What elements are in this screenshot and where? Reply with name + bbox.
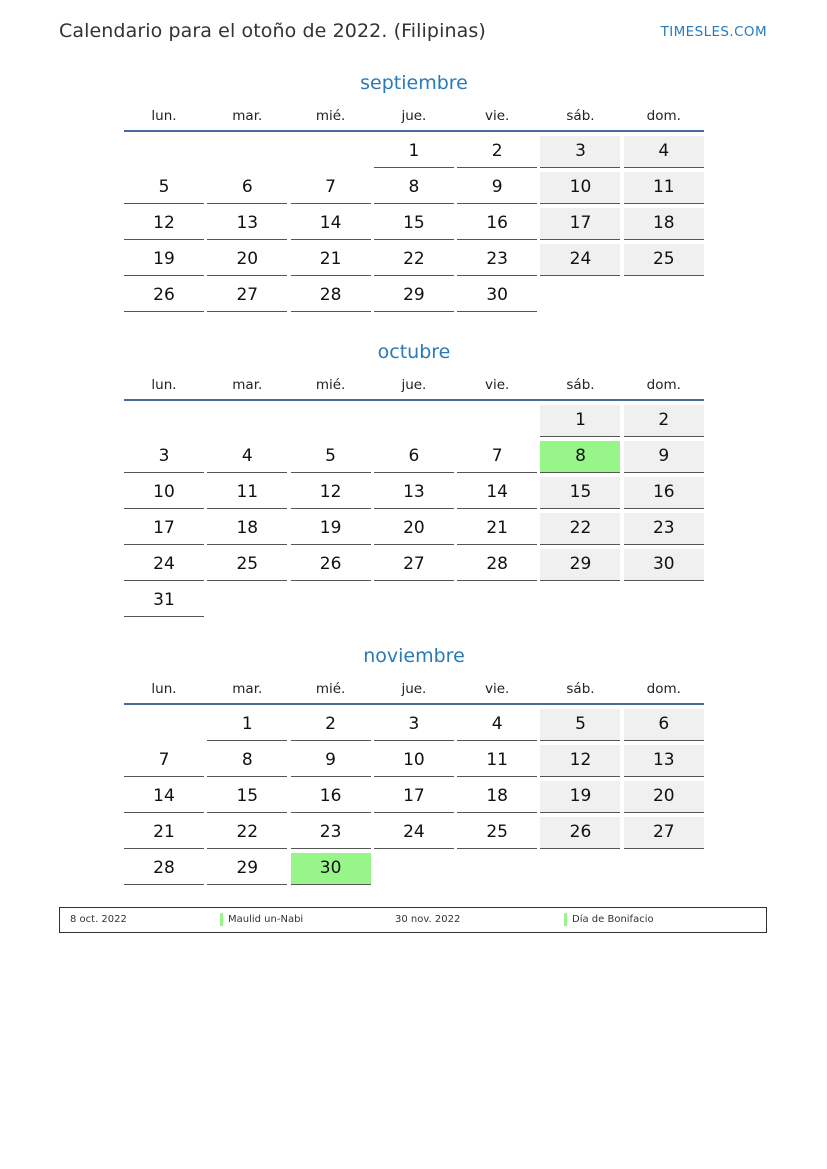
day-cell: 17 [374,781,454,813]
day-cell: 5 [540,709,620,741]
day-cell: 8 [207,745,287,777]
day-cell: 4 [207,441,287,473]
day-cell: 7 [124,745,204,777]
weekday-label: lun. [151,377,177,393]
day-cell: 24 [374,817,454,849]
day-cell: 26 [124,280,204,312]
day-cell: 16 [291,781,371,813]
day-cell: 10 [374,745,454,777]
weekday-label: mié. [315,108,346,124]
day-cell: 6 [624,709,704,741]
day-cell: 3 [124,441,204,473]
empty-cell [124,405,204,436]
day-cell: 6 [207,172,287,204]
day-cell: 16 [624,477,704,509]
day-cell: 13 [374,477,454,509]
day-cell: 16 [457,208,537,240]
weekday-header [124,375,704,401]
empty-cell [207,136,287,167]
day-cell: 8 [374,172,454,204]
empty-cell [124,709,204,740]
day-cell: 22 [540,513,620,545]
empty-cell [291,405,371,436]
empty-cell [291,136,371,167]
day-cell: 2 [624,405,704,437]
day-cell: 18 [207,513,287,545]
weekday-label: mié. [315,377,346,393]
day-cell: 25 [207,549,287,581]
day-cell: 13 [207,208,287,240]
month-calendar [124,339,704,621]
day-cell: 23 [291,817,371,849]
day-cell: 24 [124,549,204,581]
day-cell: 29 [207,853,287,885]
weekday-label: mar. [232,681,263,697]
day-cell: 15 [207,781,287,813]
holiday-day-cell: 8 [540,441,620,473]
day-cell: 9 [457,172,537,204]
day-cell: 9 [624,441,704,473]
day-cell: 22 [374,244,454,276]
weekday-header [124,106,704,132]
day-cell: 9 [291,745,371,777]
weekday-label: lun. [151,681,177,697]
day-cell: 28 [291,280,371,312]
day-cell: 20 [374,513,454,545]
day-cell: 28 [457,549,537,581]
day-cell: 3 [374,709,454,741]
day-grid [124,136,704,316]
weekday-label: jue. [401,108,427,124]
day-cell: 14 [457,477,537,509]
weekday-label: mar. [232,377,263,393]
day-cell: 25 [624,244,704,276]
day-cell: 2 [291,709,371,741]
day-grid [124,405,704,621]
day-cell: 30 [457,280,537,312]
day-cell: 6 [374,441,454,473]
weekday-label: mar. [232,108,263,124]
day-cell: 27 [624,817,704,849]
legend-holiday-2: Día de Bonifacio [572,914,654,925]
weekday-label: lun. [151,108,177,124]
weekday-label: dom. [646,681,681,697]
empty-cell [124,136,204,167]
day-cell: 15 [540,477,620,509]
month-title: octubre [377,341,451,363]
day-cell: 26 [540,817,620,849]
weekday-label: sáb. [566,377,595,393]
day-cell: 30 [624,549,704,581]
day-cell: 23 [624,513,704,545]
day-cell: 21 [291,244,371,276]
day-cell: 18 [457,781,537,813]
day-cell: 19 [124,244,204,276]
day-cell: 29 [540,549,620,581]
weekday-label: jue. [401,377,427,393]
day-cell: 26 [291,549,371,581]
day-cell: 23 [457,244,537,276]
day-cell: 1 [207,709,287,741]
legend-marker-2 [564,913,567,926]
day-cell: 25 [457,817,537,849]
weekday-label: mié. [315,681,346,697]
empty-cell [457,405,537,436]
day-cell: 27 [374,549,454,581]
legend-holiday-1: Maulid un-Nabi [228,914,304,925]
weekday-label: dom. [646,108,681,124]
empty-cell [374,405,454,436]
weekday-label: sáb. [566,681,595,697]
day-cell: 4 [457,709,537,741]
weekday-label: vie. [485,681,510,697]
day-cell: 27 [207,280,287,312]
holiday-day-cell: 30 [291,853,371,885]
day-cell: 19 [291,513,371,545]
day-cell: 1 [540,405,620,437]
day-cell: 17 [540,208,620,240]
day-cell: 5 [124,172,204,204]
day-cell: 15 [374,208,454,240]
day-cell: 11 [624,172,704,204]
day-cell: 2 [457,136,537,168]
day-cell: 5 [291,441,371,473]
month-calendar [124,643,704,889]
day-cell: 12 [540,745,620,777]
day-cell: 29 [374,280,454,312]
day-cell: 11 [207,477,287,509]
holiday-legend [59,907,767,933]
legend-marker-1 [220,913,223,926]
day-cell: 18 [624,208,704,240]
day-cell: 14 [124,781,204,813]
day-cell: 11 [457,745,537,777]
legend-date-1: 8 oct. 2022 [70,914,127,925]
weekday-label: dom. [646,377,681,393]
day-cell: 10 [540,172,620,204]
weekday-label: vie. [485,108,510,124]
day-cell: 7 [457,441,537,473]
weekday-label: vie. [485,377,510,393]
day-cell: 21 [124,817,204,849]
day-cell: 7 [291,172,371,204]
day-cell: 21 [457,513,537,545]
day-cell: 13 [624,745,704,777]
day-cell: 20 [207,244,287,276]
weekday-header [124,679,704,705]
month-calendar [124,70,704,316]
month-title: septiembre [360,72,468,94]
month-title: noviembre [363,645,465,667]
day-grid [124,709,704,889]
brand-link[interactable]: TIMESLES.COM [660,24,767,40]
day-cell: 24 [540,244,620,276]
page-title: Calendario para el otoño de 2022. (Filipinas) [59,20,486,42]
weekday-label: jue. [401,681,427,697]
empty-cell [207,405,287,436]
day-cell: 3 [540,136,620,168]
weekday-label: sáb. [566,108,595,124]
day-cell: 20 [624,781,704,813]
day-cell: 1 [374,136,454,168]
day-cell: 28 [124,853,204,885]
day-cell: 10 [124,477,204,509]
day-cell: 14 [291,208,371,240]
day-cell: 19 [540,781,620,813]
day-cell: 12 [291,477,371,509]
legend-date-2: 30 nov. 2022 [395,914,461,925]
day-cell: 12 [124,208,204,240]
day-cell: 22 [207,817,287,849]
day-cell: 31 [124,585,204,617]
day-cell: 4 [624,136,704,168]
day-cell: 17 [124,513,204,545]
